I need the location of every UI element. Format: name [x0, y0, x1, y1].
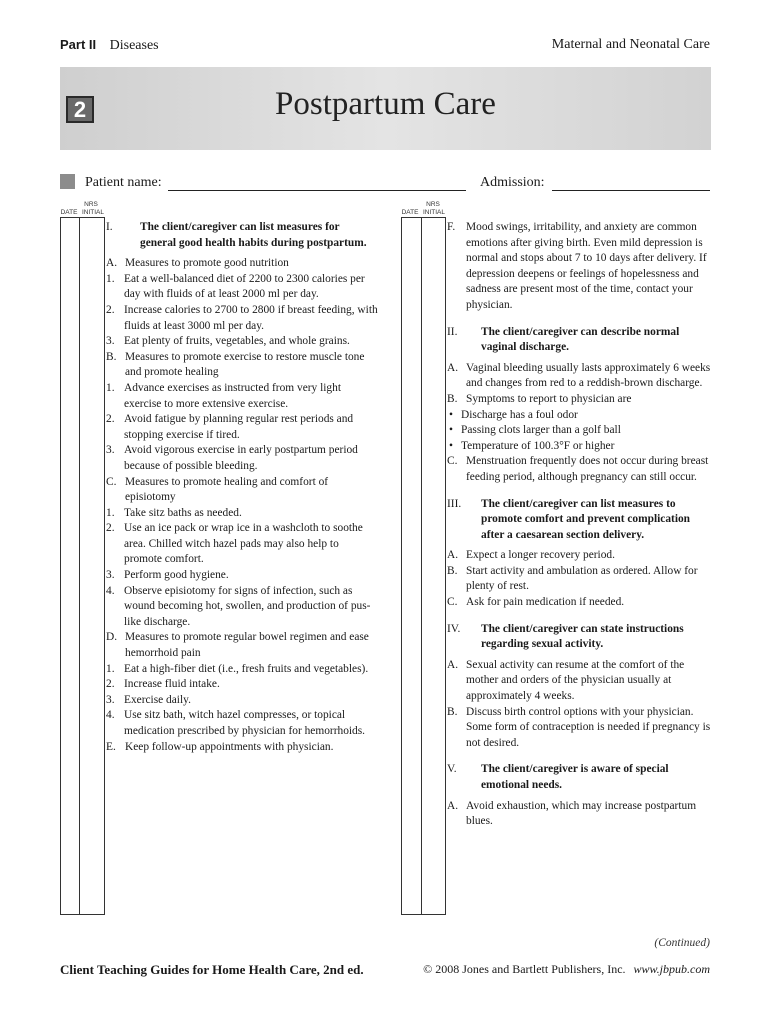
part-label: Part II: [60, 37, 97, 52]
patient-name-field[interactable]: [168, 190, 466, 191]
running-header-right: Maternal and Neonatal Care: [551, 37, 710, 52]
list-item: A. Sexual activity can resume at the comfort of the mother and orders of the physician usually at approximately 4 weeks.: [447, 658, 685, 703]
bullet-icon: •: [449, 408, 453, 421]
list-subitem: 2. Increase calories to 2700 to 2800 if breast feeding, with fluids at least 3000 ml per day.: [106, 303, 378, 332]
list-subitem: 2. Use an ice pack or wrap ice in a washcloth to soothe area. Chilled witch hazel pads may also help to promote comfort.: [106, 522, 363, 566]
list-item: A. Avoid exhaustion, which may increase postpartum blues.: [447, 799, 697, 828]
list-subitem: 3. Avoid vigorous exercise in early postpartum period because of possible bleeding.: [106, 444, 358, 472]
running-header-left: [60, 37, 159, 54]
date-label-left: DATE: [60, 209, 78, 216]
list-subitem: 2. Increase fluid intake.: [106, 678, 220, 691]
checklist-box-right[interactable]: [401, 217, 446, 915]
list-subitem: 1. Eat a high-fiber diet (i.e., fresh fruits and vegetables).: [106, 662, 369, 675]
list-subitem: 1. Eat a well-balanced diet of 2200 to 2300 calories per day with fluids of at least 2000 ml per day.: [106, 272, 365, 301]
checklist-box-left[interactable]: [60, 217, 105, 915]
list-item: F. Mood swings, irritability, and anxiety are common emotions after giving birth. Even mild depression is normal and stops about 7 to 10 days after delivery. If depression deepens or feelings of hopelessness and sadness are present most of the time, contact your physician.: [447, 221, 707, 311]
list-item: C. Measures to promote healing and comfort of episiotomy: [106, 475, 329, 504]
section-marker-icon: [60, 174, 75, 189]
list-subitem: 3. Perform good hygiene.: [106, 569, 229, 582]
section-label: Diseases: [109, 38, 159, 53]
copyright-text: © 2008 Jones and Bartlett Publishers, Inc.: [423, 962, 626, 976]
date-label-right: DATE: [401, 209, 419, 216]
list-item: A. Measures to promote good nutrition: [106, 257, 289, 270]
list-item: B. Symptoms to report to physician are: [447, 392, 632, 405]
bullet-item: • Discharge has a foul odor: [447, 408, 712, 424]
admission-field[interactable]: [552, 190, 710, 191]
footer-copyright: [423, 962, 710, 977]
bullet-icon: •: [449, 424, 453, 437]
list-subitem: 3. Eat plenty of fruits, vegetables, and whole grains.: [106, 335, 350, 348]
bullet-item: • Temperature of 100.3°F or higher: [447, 439, 712, 455]
list-item: C. Ask for pain medication if needed.: [447, 596, 625, 609]
list-subitem: 4. Use sitz bath, witch hazel compresses, or topical medication prescribed by physician for hemorrhoids.: [106, 709, 366, 737]
continued-note: (Continued): [654, 937, 710, 949]
list-item: C. Menstruation frequently does not occur during breast feeding period, although pregnancy can still occur.: [447, 455, 709, 483]
left-column-content: [106, 220, 378, 755]
nrs-label-left: NRS: [84, 201, 98, 208]
publisher-url[interactable]: www.jbpub.com: [633, 962, 710, 976]
bullet-icon: •: [449, 439, 453, 452]
list-subitem: 1. Advance exercises as instructed from very light exercise to more extensive exercise.: [106, 381, 341, 410]
section-3-heading: III. The client/caregiver can list measures to promote comfort and prevent complication after a caesarean section delivery.: [447, 497, 691, 541]
patient-name-label: Patient name:: [85, 175, 162, 190]
chapter-number: 2: [66, 96, 94, 123]
checklist-divider-right: [421, 217, 422, 915]
list-subitem: 1. Take sitz baths as needed.: [106, 506, 242, 519]
nrs-label-right: NRS: [426, 201, 440, 208]
list-item: D. Measures to promote regular bowel regimen and ease hemorrhoid pain: [106, 631, 369, 660]
section-1-heading: I. The client/caregiver can list measures for general good health habits during postpartum.: [106, 221, 367, 249]
bullet-item: • Passing clots larger than a golf ball: [447, 423, 712, 439]
section-2-heading: II. The client/caregiver can describe normal vaginal discharge.: [447, 325, 680, 354]
list-subitem: 3. Exercise daily.: [106, 693, 191, 706]
footer-book-title: Client Teaching Guides for Home Health Care, 2nd ed.: [60, 962, 364, 977]
initial-label-right: INITIAL: [422, 209, 446, 216]
checklist-divider-left: [79, 217, 80, 915]
section-4-heading: IV. The client/caregiver can state instructions regarding sexual activity.: [447, 622, 684, 651]
list-item: E. Keep follow-up appointments with physician.: [106, 740, 334, 753]
page-title: Postpartum Care: [275, 86, 496, 122]
list-item: B. Discuss birth control options with your physician. Some form of contraception is needed if pregnancy is not desired.: [447, 705, 711, 749]
admission-label: Admission:: [480, 175, 545, 190]
list-item: A. Expect a longer recovery period.: [447, 549, 615, 562]
list-item: A. Vaginal bleeding usually lasts approximately 6 weeks and changes from red to a reddish-brown discharge.: [447, 361, 711, 390]
section-5-heading: V. The client/caregiver is aware of special emotional needs.: [447, 763, 669, 791]
list-subitem: 2. Avoid fatigue by planning regular rest periods and stopping exercise if tired.: [106, 413, 354, 441]
list-item: B. Measures to promote exercise to restore muscle tone and promote healing: [106, 350, 365, 379]
list-subitem: 4. Observe episiotomy for signs of infection, such as wound becoming hot, swollen, and production of pus-like discharge.: [106, 584, 371, 628]
initial-label-left: INITIAL: [81, 209, 105, 216]
list-item: B. Start activity and ambulation as ordered. Allow for plenty of rest.: [447, 564, 698, 593]
right-column-content: [447, 220, 712, 830]
